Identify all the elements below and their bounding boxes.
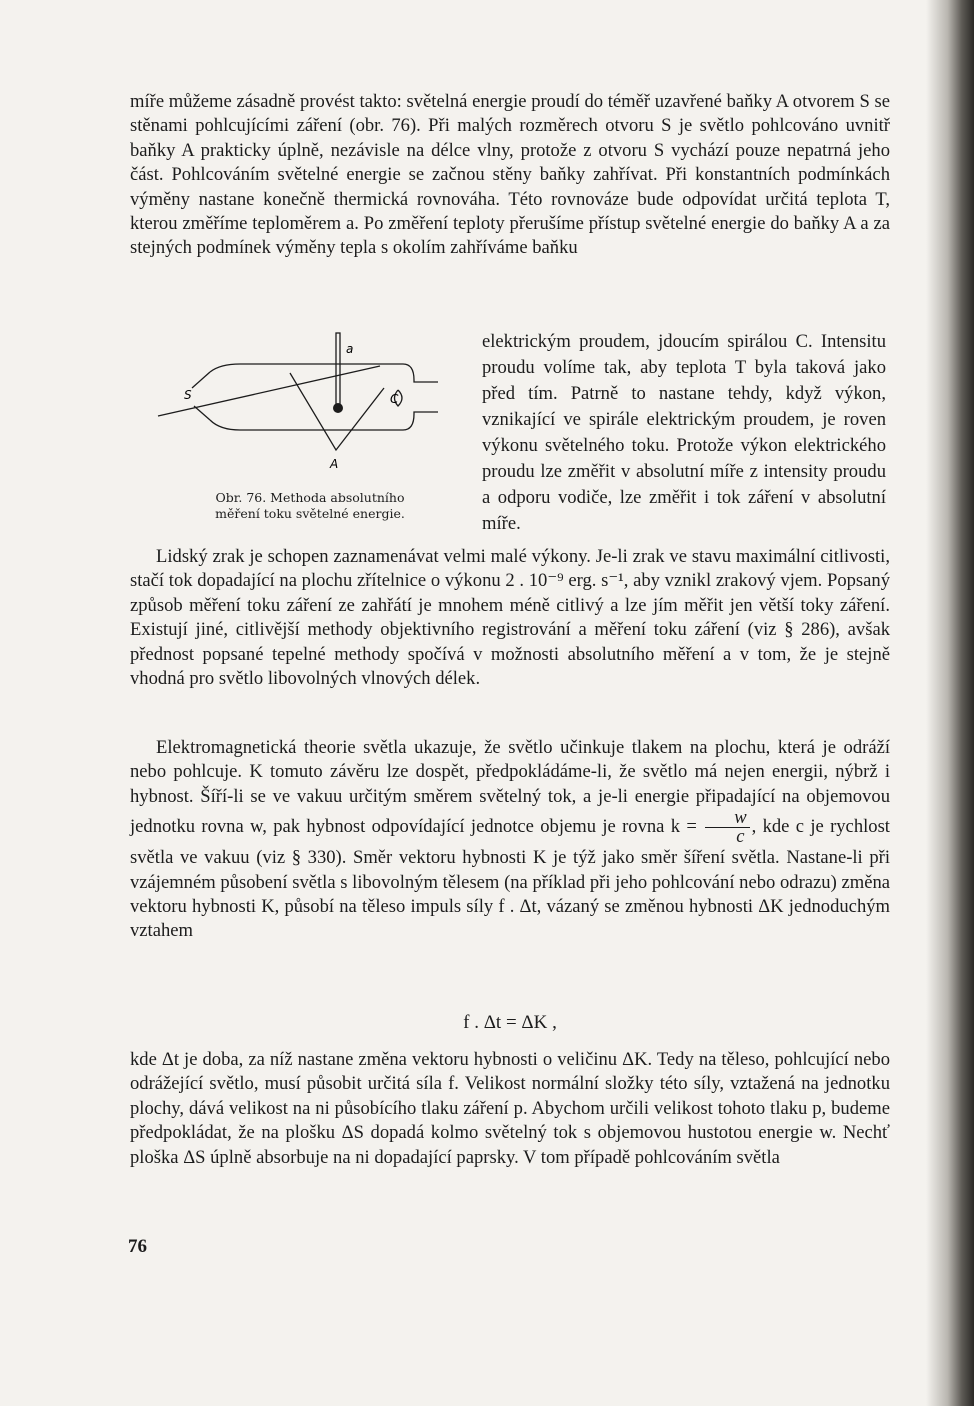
equation-impulse: f . Δt = ΔK , [463, 1012, 557, 1033]
page-edge-shadow [926, 0, 974, 1406]
label-c: C [390, 392, 399, 406]
side-paragraph: elektrickým proudem, jdoucím spirálou C. Intensitu proudu volíme tak, aby teplota T byla taková jako před tím. Patrně to nastane tehdy, když výkon, vznikající ve spirále elektrickým proudem, je roven výkonu světelného toku. Protože výkon elektrického proudu lze změřit v absolutní míře z intensity proudu a odporu vodiče, lze změřit i tok záření v absolutní míře. [482, 330, 886, 534]
opening-edge-bottom [194, 406, 210, 420]
figure-caption: Obr. 76. Methoda absolutního měření toku světelné energie. [215, 490, 405, 521]
apparatus-diagram [148, 328, 448, 478]
flask-bottom-wall [210, 412, 438, 430]
thermometer-bulb [333, 403, 343, 413]
opening-edge-top [192, 372, 210, 388]
label-a: a [346, 342, 354, 356]
fraction-w-over-c: $\frac{w}{c}$ [705, 809, 749, 846]
paragraph-1: míře můžeme zásadně provést takto: světelná energie proudí do téměř uzavřené baňky A otvorem S se stěnami pohlcujícími záření (obr. 76). Při malých rozměrech otvoru S je světlo pohlcováno uvnitř baňky A prakticky úplně, nezávisle na délce vlny, protože z otvoru S vychází pouze nepatrná jeho část. Pohlcováním světelné energie se začnou stěny baňky zahřívat. Při konstantních podmínkách výměny nastane konečně thermická rovnováha. Této rovnováze bude odpovídat určitá teplota T, kterou změříme teploměrem a. Po změření teploty přerušíme přístup světelné energie do baňky A a za stejných podmínek výměny tepla s okolím zahříváme baňku [130, 91, 890, 259]
figure-block [130, 310, 890, 546]
paragraph-4: kde Δt je doba, za níž nastane změna vektoru hybnosti o veličinu ΔK. Tedy na těleso, pohlcující nebo odrážející světlo, musí působit určitá síla f. Velikost normální složky této síly, vztažená na jednotku plochy, dává velikost na ni působícího tlaku záření p. Abychom určili velikost tohoto tlaku p, budeme předpokládat, že na plošku ΔS dopadá kolmo světelný tok s objemovou hustotou energie w. Nechť ploška ΔS úplně absorbuje na ni dopadající paprsky. V tom případě pohlcováním světla [130, 1049, 890, 1168]
figure-76 [130, 328, 460, 528]
thermometer-a [336, 333, 340, 405]
flask-top-wall [210, 364, 438, 382]
label-s: S [184, 388, 192, 402]
label-A: A [330, 457, 339, 471]
paragraph-2: Lidský zrak je schopen zaznamenávat velmi malé výkony. Je-li zrak ve stavu maximální citlivosti, stačí tok dopadající na plochu zřítelnice o výkonu 2 . 10⁻⁹ erg. s⁻¹, aby vznikl zrakový vjem. Popsaný způsob měření toku záření ze zahřátí je mnohem méně citlivý a lze jím měřit jen větší toky záření. Existují jiné, citlivější methody objektivního registrování a měření toku záření (viz § 286), avšak přednost popsané tepelné methody spočívá v možnosti absolutního měření a v tom, že je stejně vhodná pro světlo libovolných vlnových délek. [130, 546, 890, 690]
page-number: 76 [128, 1236, 147, 1257]
paragraph-3: Elektromagnetická theorie světla ukazuje, že světlo učinkuje tlakem na plochu, která je odráží nebo pohlcuje. K tomuto závěru lze dospět, předpokládáme-li, že světlo má nejen energii, nýbrž i hybnost. Šíří-li se ve vakuu určitým směrem světelný tok, a je-li energie připadající na objemovou jednotku rovna w, pak hybnost odpovídající jednotce objemu je rovna k = $\frac{w}{c}$ , kde c je rychlost světla ve vakuu (viz § 330). Směr vektoru hybnosti K je týž jako směr šíření světla. Nastane-li při vzájemném působení světla s libovolným tělesem (na příklad při jeho pohlcování nebo odrazu) změna vektoru hybnosti K, působí na těleso impuls síly f . Δt, vázaný se změnou hybnosti ΔK jednoduchým vztahem [130, 737, 890, 942]
